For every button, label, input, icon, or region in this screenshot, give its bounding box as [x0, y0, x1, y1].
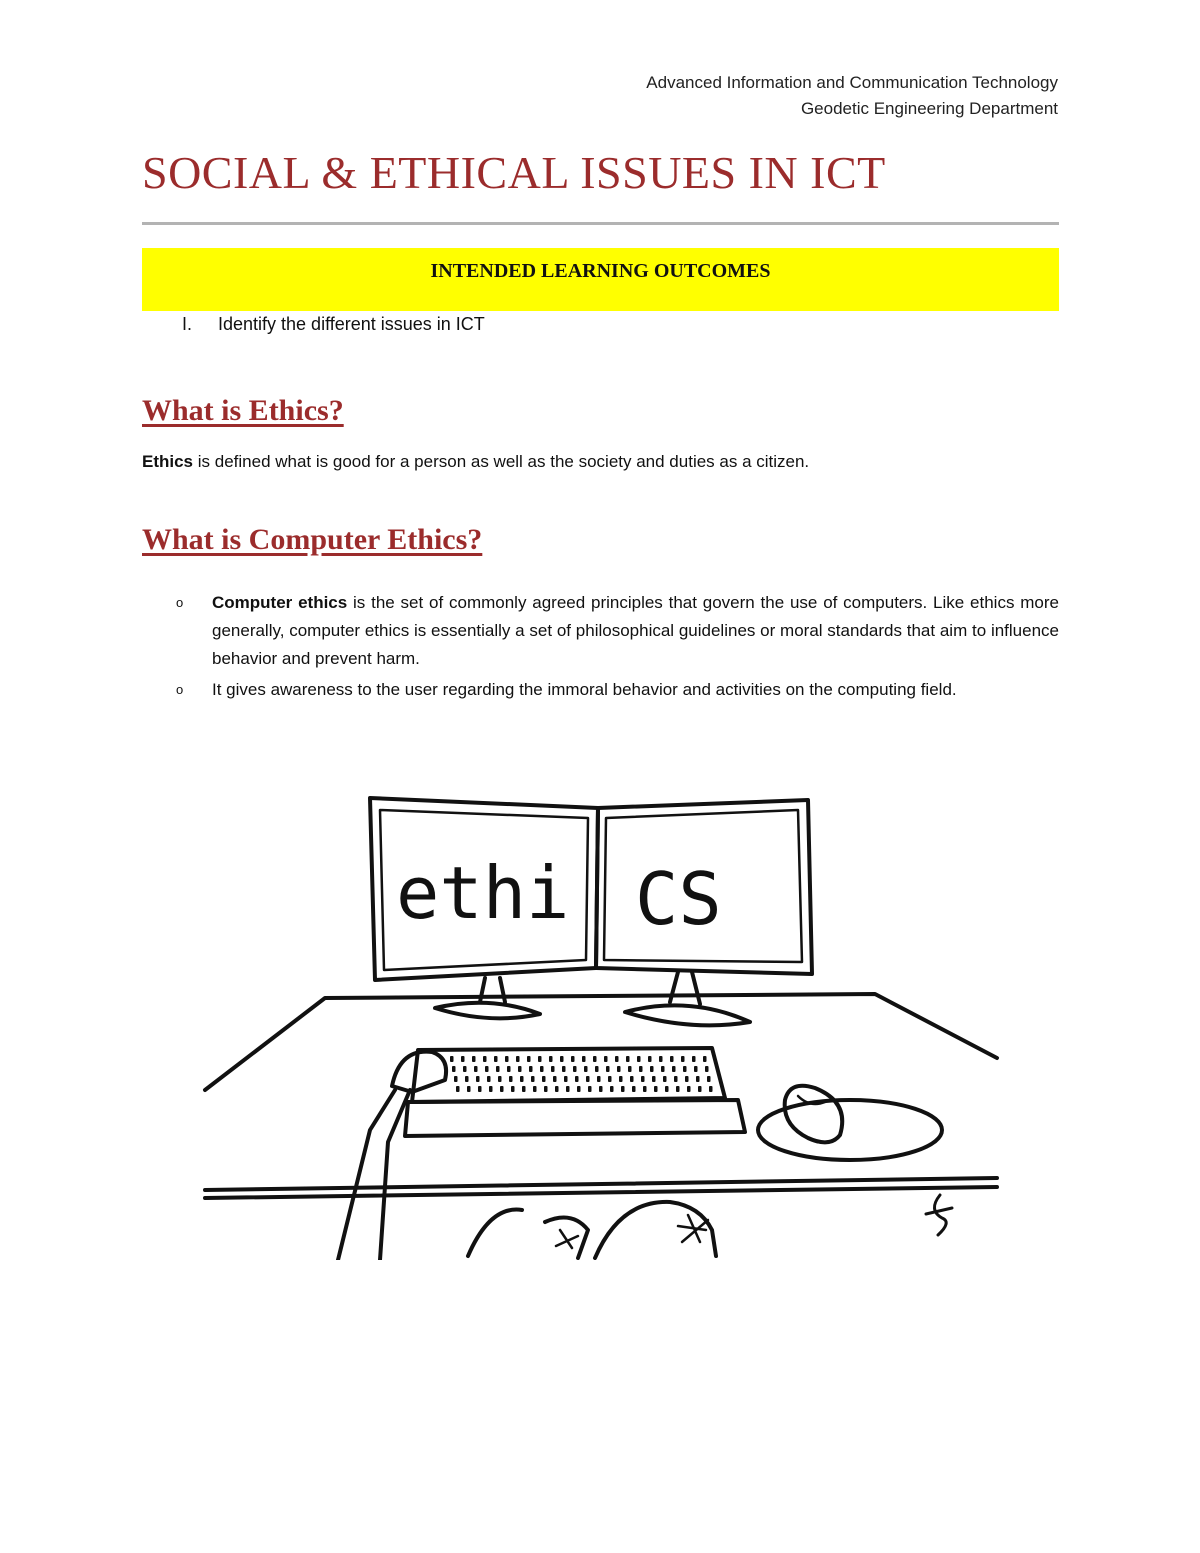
- mouse-icon: [785, 1086, 843, 1143]
- keyboard-key: [467, 1086, 471, 1092]
- computer-ethics-heading: What is Computer Ethics?: [142, 523, 483, 556]
- keyboard-key: [586, 1076, 590, 1082]
- keyboard-key: [461, 1056, 465, 1062]
- keyboard-key: [472, 1056, 476, 1062]
- keyboard-key: [687, 1086, 691, 1092]
- keyboard-key: [476, 1076, 480, 1082]
- keyboard-key: [643, 1086, 647, 1092]
- keyboard-key: [560, 1056, 564, 1062]
- keyboard-key: [703, 1056, 707, 1062]
- keyboard-key: [487, 1076, 491, 1082]
- ethics-definition-text: is defined what is good for a person as well as the society and duties as a citizen.: [193, 452, 810, 471]
- keyboard-key: [621, 1086, 625, 1092]
- keyboard-key: [593, 1056, 597, 1062]
- keyboard-key: [615, 1056, 619, 1062]
- keyboard-key: [507, 1066, 511, 1072]
- keyboard-key: [505, 1056, 509, 1062]
- keyboard-key: [474, 1066, 478, 1072]
- keyboard-key: [683, 1066, 687, 1072]
- keyboard-key: [582, 1056, 586, 1062]
- keyboard-key: [575, 1076, 579, 1082]
- computer-ethics-illustration: [200, 790, 1000, 1260]
- keyboard-key: [659, 1056, 663, 1062]
- keyboard-key: [456, 1086, 460, 1092]
- keyboard-key: [533, 1086, 537, 1092]
- keyboard-key: [509, 1076, 513, 1082]
- keyboard-key: [696, 1076, 700, 1082]
- learning-outcome-text: Identify the different issues in ICT: [218, 314, 485, 334]
- keyboard-key: [584, 1066, 588, 1072]
- list-item: [142, 676, 1059, 704]
- keyboard-key: [694, 1066, 698, 1072]
- keyboard-key: [628, 1066, 632, 1072]
- keyboard-key: [619, 1076, 623, 1082]
- keyboard-key: [641, 1076, 645, 1082]
- keyboard-key: [494, 1056, 498, 1062]
- leg-left: [468, 1210, 522, 1256]
- computer-ethics-term: Computer ethics: [212, 593, 348, 612]
- keyboard-key: [500, 1086, 504, 1092]
- keyboard-key: [670, 1056, 674, 1062]
- keyboard-key: [663, 1076, 667, 1082]
- page-header: [646, 70, 1058, 122]
- learning-outcome-number: I.: [182, 314, 193, 334]
- keyboard-key: [650, 1066, 654, 1072]
- department-name: Geodetic Engineering Department: [800, 99, 1058, 118]
- keyboard-key: [681, 1056, 685, 1062]
- ethics-term: Ethics: [142, 452, 194, 471]
- signature-mark: [926, 1208, 952, 1214]
- keyboard-key: [661, 1066, 665, 1072]
- bullet-marker: o: [176, 682, 184, 697]
- keyboard-key: [516, 1056, 520, 1062]
- keyboard-key: [595, 1066, 599, 1072]
- keyboard-key: [522, 1086, 526, 1092]
- keyboard-key: [707, 1076, 711, 1082]
- keyboard-key: [571, 1056, 575, 1062]
- keyboard-key: [531, 1076, 535, 1082]
- keyboard-key: [520, 1076, 524, 1082]
- keyboard-key: [626, 1056, 630, 1062]
- bullet-marker: o: [176, 595, 184, 610]
- keyboard-key: [529, 1066, 533, 1072]
- title-divider: [142, 222, 1059, 225]
- keyboard-key: [610, 1086, 614, 1092]
- learning-outcome-item: [182, 314, 485, 335]
- signature-mark: [934, 1195, 946, 1235]
- keyboard: [412, 1048, 725, 1102]
- keyboard-key: [665, 1086, 669, 1092]
- keyboard-key: [496, 1066, 500, 1072]
- keyboard-key: [463, 1066, 467, 1072]
- keyboard-key: [648, 1056, 652, 1062]
- list-item: [142, 589, 1059, 673]
- keyboard-key: [674, 1076, 678, 1082]
- keyboard-key: [478, 1086, 482, 1092]
- course-name: Advanced Information and Communication Technology: [646, 73, 1058, 92]
- keyboard-key: [518, 1066, 522, 1072]
- desk-edge: [205, 1178, 997, 1198]
- computer-ethics-list: [142, 589, 1059, 707]
- keyboard-key: [551, 1066, 555, 1072]
- keyboard-wrist-rest: [405, 1100, 745, 1136]
- learning-outcomes-heading: INTENDED LEARNING OUTCOMES: [430, 260, 771, 282]
- keyboard-key: [597, 1076, 601, 1082]
- keyboard-key: [553, 1076, 557, 1082]
- shoe-laces: [556, 1230, 578, 1248]
- keyboard-key: [685, 1076, 689, 1082]
- keyboard-key: [566, 1086, 570, 1092]
- keyboard-key: [608, 1076, 612, 1082]
- keyboard-key: [498, 1076, 502, 1082]
- right-screen-text: CS: [635, 857, 722, 941]
- keyboard-key: [698, 1086, 702, 1092]
- keyboard-key: [538, 1056, 542, 1062]
- keyboard-key: [454, 1076, 458, 1082]
- desk-drawing: [200, 790, 1000, 1260]
- list-item-text: is the set of commonly agreed principles that govern the use of computers. Like ethics more generally, computer ethics is essentially a set of philosophical guidelines or moral standards that aim to influence behavior and prevent harm.: [212, 593, 1059, 668]
- keyboard-key: [599, 1086, 603, 1092]
- keyboard-key: [604, 1056, 608, 1062]
- keyboard-key: [692, 1056, 696, 1062]
- keyboard-key: [676, 1086, 680, 1092]
- left-monitor-base: [435, 1003, 540, 1019]
- keyboard-key: [588, 1086, 592, 1092]
- keyboard-key: [511, 1086, 515, 1092]
- keyboard-key: [489, 1086, 493, 1092]
- keyboard-key: [527, 1056, 531, 1062]
- right-monitor-stand: [670, 972, 700, 1004]
- keyboard-key: [652, 1076, 656, 1082]
- keyboard-key: [709, 1086, 713, 1092]
- keyboard-key: [562, 1066, 566, 1072]
- keyboard-key: [452, 1066, 456, 1072]
- keyboard-key: [540, 1066, 544, 1072]
- ethics-definition: [142, 449, 1059, 475]
- keyboard-key: [637, 1056, 641, 1062]
- learning-outcomes-banner: [142, 248, 1059, 311]
- keyboard-key: [544, 1086, 548, 1092]
- keyboard-key: [485, 1066, 489, 1072]
- keyboard-key: [450, 1056, 454, 1062]
- keyboard-key: [630, 1076, 634, 1082]
- document-title: SOCIAL & ETHICAL ISSUES IN ICT: [142, 147, 886, 198]
- keyboard-key: [606, 1066, 610, 1072]
- keyboard-key: [577, 1086, 581, 1092]
- keyboard-key: [549, 1056, 553, 1062]
- left-screen-text: ethi: [396, 851, 570, 935]
- keyboard-key: [573, 1066, 577, 1072]
- keyboard-key: [632, 1086, 636, 1092]
- keyboard-key: [639, 1066, 643, 1072]
- keyboard-key: [654, 1086, 658, 1092]
- keyboard-key: [542, 1076, 546, 1082]
- keyboard-key: [672, 1066, 676, 1072]
- desk-top: [205, 994, 997, 1090]
- list-item-text: It gives awareness to the user regarding the immoral behavior and activities on the computing field.: [212, 680, 957, 699]
- keyboard-key: [617, 1066, 621, 1072]
- keyboard-key: [555, 1086, 559, 1092]
- keyboard-key: [705, 1066, 709, 1072]
- right-monitor-base: [625, 1005, 750, 1025]
- keyboard-key: [465, 1076, 469, 1082]
- keyboard-key: [483, 1056, 487, 1062]
- keyboard-key: [564, 1076, 568, 1082]
- ethics-heading: What is Ethics?: [142, 394, 344, 427]
